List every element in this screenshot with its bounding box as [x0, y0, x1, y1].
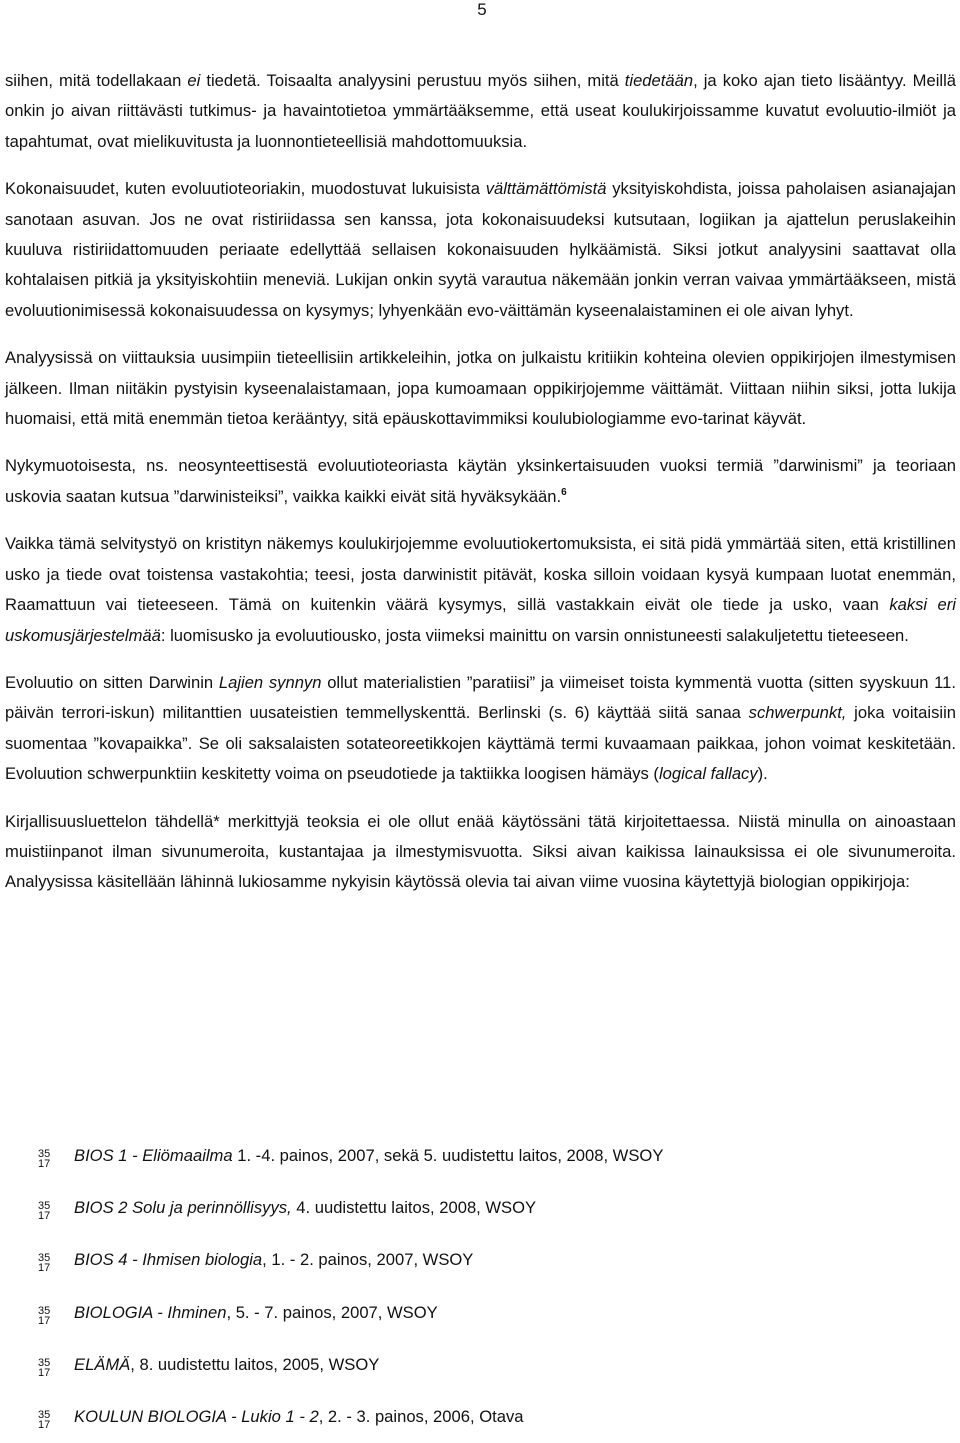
italic-text: BIOLOGIA - Ihminen	[74, 1302, 227, 1322]
paragraph	[5, 66, 956, 157]
body-text	[5, 66, 956, 898]
italic-text: BIOS 2 Solu ja perinnöllisyys,	[74, 1198, 292, 1218]
list-bullet-icon	[38, 1358, 74, 1378]
bullet-top: 35	[38, 1252, 51, 1265]
text-run: , 1. - 2. painos, 2007, WSOY	[262, 1250, 474, 1270]
text-run: ollut materialistien ”paratiisi” ja viimeiset toista kymmentä vuotta (sitten syyskuun 11. päivän terrori-iskun) militanttien uusateistien temmellyskenttä. Berlinski (s. 6) käyttää siitä sanaa	[5, 672, 956, 723]
bullet-bottom: 17	[38, 1314, 51, 1327]
italic-text: kaksi eri uskomusjärjestelmää	[5, 595, 956, 645]
bullet-bottom: 17	[38, 1158, 51, 1171]
text-run: siihen, mitä todellakaan	[5, 71, 188, 90]
book-title	[74, 1141, 663, 1171]
text-run: Analyysissä on viittauksia uusimpiin tieteellisiin artikkeleihin, jotka on julkaistu kritiikin kohteina olevien oppikirjojen ilmestymisen jälkeen. Ilman niitäkin pystyisin kyseenalaistamaan, jopa kumoamaan oppikirjojemme väittämät. Viittaan niihin siksi, jotta lukija huomaisi, että mitä enemmän tietoa kerääntyy, sitä epäuskottavimmiksi koulubiologiamme evo-tarinat käyvät.	[5, 348, 956, 429]
list-item	[38, 1234, 663, 1286]
paragraph	[5, 174, 956, 326]
italic-text: ELÄMÄ	[74, 1354, 131, 1374]
bullet-bottom: 17	[38, 1366, 51, 1379]
book-title	[74, 1298, 438, 1328]
paragraph	[5, 668, 956, 790]
bullet-bottom: 17	[38, 1419, 51, 1432]
italic-text: BIOS 1 - Eliömaailma	[74, 1146, 233, 1166]
bullet-top: 35	[38, 1409, 51, 1422]
book-title	[74, 1245, 473, 1275]
paragraph	[5, 343, 956, 434]
list-bullet-icon	[38, 1201, 74, 1221]
list-item	[38, 1339, 663, 1391]
book-title	[74, 1402, 523, 1432]
list-bullet-icon	[38, 1306, 74, 1326]
list-item	[38, 1182, 663, 1234]
italic-text: tiedetään	[624, 71, 694, 90]
italic-text: schwerpunkt,	[748, 703, 847, 723]
text-run: , 8. uudistettu laitos, 2005, WSOY	[130, 1354, 380, 1374]
bullet-top: 35	[38, 1148, 51, 1161]
bullet-bottom: 17	[38, 1210, 51, 1223]
text-run: Kirjallisuusluettelon tähdellä* merkittyjä teoksia ei ole ollut enää käytössäni tätä kirjoitettaessa. Niistä minulla on ainoastaan muistiinpanot ilman sivunumeroita, kustantajaa ja ilmestymisvuotta. Siksi aivan kaikissa lainauksissa ei ole sivunumeroita. Analyysissa käsitellään lähinnä lukiosamme nykyisin käytössä olevia tai aivan viime vuosina käytettyjä biologian oppikirjoja:	[5, 811, 956, 892]
bullet-bottom: 17	[38, 1262, 51, 1275]
text-run: , ja koko ajan tieto lisääntyy. Meillä onkin jo aivan riittävästi tutkimus- ja havaintotietoa ymmärtääksemme, että useat koulukirjoissamme kuvatut evoluutio-ilmiöt ja tapahtumat, ovat mielikuvitusta ja luonnontieteellisiä mahdottomuuksia.	[5, 71, 956, 151]
text-run: 1. -4. painos, 2007, sekä 5. uudistettu laitos, 2008, WSOY	[232, 1146, 664, 1166]
paragraph	[5, 529, 956, 651]
text-run: tiedetä. Toisaalta analyysini perustuu myös siihen, mitä	[200, 71, 625, 90]
text-run: Nykymuotoisesta, ns. neosynteettisestä evoluutioteoriasta käytän yksinkertaisuuden vuoksi termiä ”darwinismi” ja teoriaan uskovia saatan kutsua ”darwinisteiksi”, vaikka kaikki eivät sitä hyväksykään.	[5, 456, 956, 506]
text-run: 4. uudistettu laitos, 2008, WSOY	[291, 1198, 537, 1218]
text-run: joka voitaisiin suomentaa ”kovapaikka”. Se oli saksalaisten sotateoreetikkojen käyttämä termi kuvaamaan paikkaa, johon voimat keskitetään. Evoluution schwerpunktiin keskitetty voima on pseudotiede ja taktiikka loogisen hämäys (	[5, 703, 956, 784]
list-bullet-icon	[38, 1149, 74, 1169]
list-bullet-icon	[38, 1253, 74, 1273]
text-run: : luomisusko ja evoluutiousko, josta viimeksi mainittu on varsin onnistuneesti salakuljetettu tieteeseen.	[160, 625, 909, 645]
text-run: , 2. - 3. painos, 2006, Otava	[318, 1407, 524, 1427]
textbook-list	[38, 1130, 663, 1443]
list-item	[38, 1287, 663, 1339]
list-bullet-icon	[38, 1410, 74, 1430]
list-item	[38, 1130, 663, 1182]
book-title	[74, 1193, 536, 1223]
book-title	[74, 1350, 379, 1380]
italic-text: Lajien synnyn	[218, 672, 322, 692]
text-run: Evoluutio on sitten Darwinin	[5, 672, 219, 692]
italic-text: ei	[187, 71, 201, 90]
bullet-top: 35	[38, 1200, 51, 1213]
italic-text: logical fallacy	[658, 764, 758, 784]
italic-text: KOULUN BIOLOGIA - Lukio 1 - 2	[74, 1407, 319, 1427]
text-run: Vaikka tämä selvitystyö on kristityn näkemys koulukirjojemme evoluutiokertomuksista, ei sitä pidä ymmärtää siten, että kristillinen usko ja tiede ovat toistensa vastakohtia; teesi, josta darwinistit pitävät, koska silloin voidaan kysyä kumpaan luotat enemmän, Raamattuun vai tieteeseen. Tämä on kuitenkin väärä kysymys, sillä vastakkain eivät ole tiede ja usko, vaan	[5, 534, 956, 615]
italic-text: välttämättömistä	[485, 179, 607, 199]
italic-text: BIOS 4 - Ihmisen biologia	[74, 1250, 263, 1270]
text-run: Kokonaisuudet, kuten evoluutioteoriakin, muodostuvat lukuisista	[5, 179, 486, 199]
paragraph	[5, 807, 956, 898]
footnote-marker[interactable]: 6	[561, 486, 567, 498]
text-run: , 5. - 7. painos, 2007, WSOY	[226, 1302, 438, 1322]
paragraph	[5, 451, 956, 512]
text-run: ).	[757, 764, 768, 784]
bullet-top: 35	[38, 1304, 51, 1317]
text-run: yksityiskohdista, joissa paholaisen asianajajan sanotaan asuvan. Jos ne ovat ristiriidassa sen kanssa, jota kokonaisuudeksi kutsutaan, logiikan ja ajattelun peruslakeihin kuuluva ristiriidattomuuden periaate edellyttää sellaisen kokonaisuuden hylkäämistä. Siksi jotkut analyysini saattavat olla kohtalaisen pitkiä ja yksityiskohtiin meneviä. Lukijan onkin syytä varautua näkemään jonkin verran vaivaa ymmärtääkseen, mistä evoluutionimisessä kokonaisuudessa on kysymys; lyhyenkään evo-väittämän kyseenalaistaminen ei ole aivan lyhyt.	[5, 179, 956, 320]
bullet-top: 35	[38, 1356, 51, 1369]
page-number: 5	[477, 0, 487, 19]
